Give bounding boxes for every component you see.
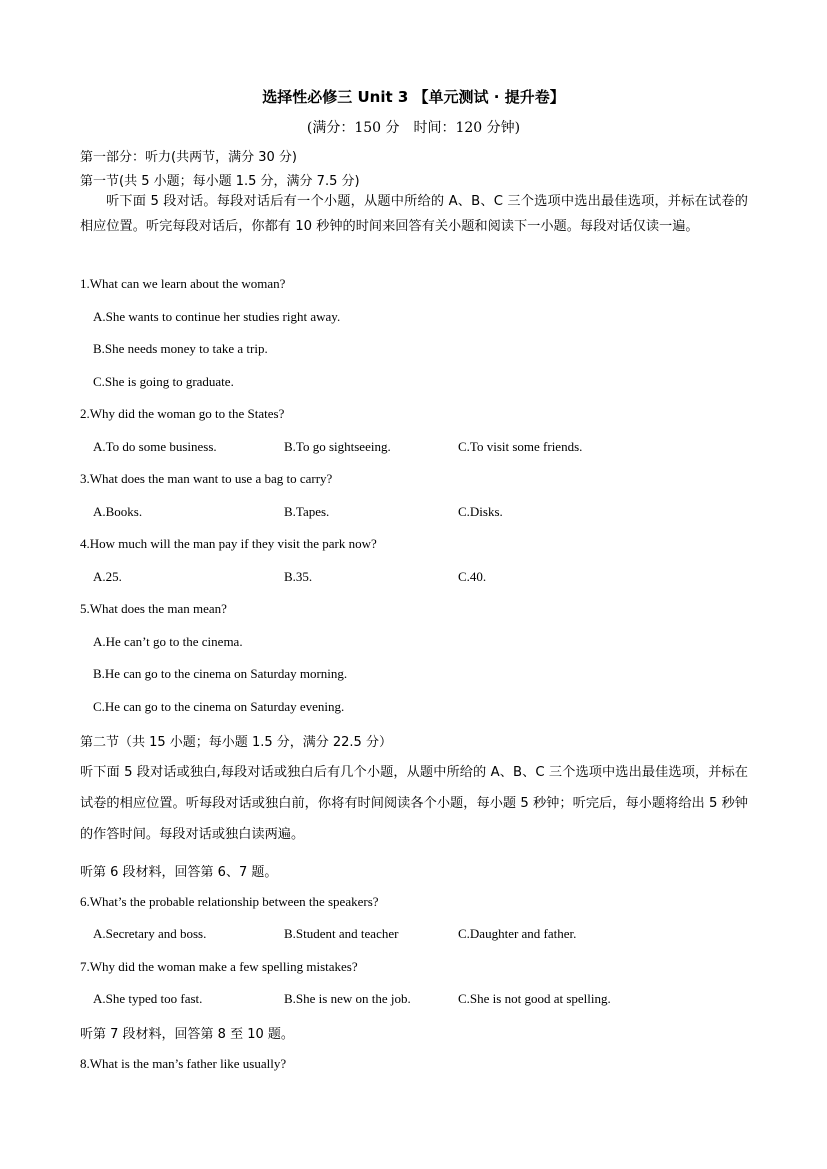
- question-2-option-b: B.To go sightseeing.: [284, 439, 391, 454]
- question-4-option-a: A.25.: [93, 569, 122, 584]
- question-4-option-b: B.35.: [284, 569, 313, 584]
- question-8: 8.What is the man’s father like usually?: [80, 1056, 287, 1071]
- question-5: 5.What does the man mean?: [80, 601, 227, 616]
- question-7: 7.Why did the woman make a few spelling mistakes?: [80, 959, 358, 974]
- question-5-option-b: B.He can go to the cinema on Saturday morning.: [93, 666, 348, 681]
- question-5-option-c: C.He can go to the cinema on Saturday evening.: [93, 699, 345, 714]
- section1-heading: 第一节(共 5 小题；每小题 1.5 分，满分 7.5 分): [80, 174, 360, 189]
- question-7-option-a: A.She typed too fast.: [93, 991, 203, 1006]
- question-1-option-b: B.She needs money to take a trip.: [93, 341, 268, 356]
- question-2: 2.Why did the woman go to the States?: [80, 406, 285, 421]
- question-6-option-c: C.Daughter and father.: [458, 926, 577, 941]
- question-6: 6.What’s the probable relationship between the speakers?: [80, 894, 379, 909]
- question-7-option-b: B.She is new on the job.: [284, 991, 411, 1006]
- question-1-option-c: C.She is going to graduate.: [93, 374, 234, 389]
- section1-instructions: 听下面 5 段对话。每段对话后有一个小题，从题中所给的 A、B、C 三个选项中选出最佳选项，并标在试卷的相应位置。听完每段对话后，你都有 10 秒钟的时间来回答有关小题和阅读下一小题。每段对话仅读一遍。: [80, 194, 748, 234]
- section2-instructions: 听下面 5 段对话或独白,每段对话或独白后有几个小题，从题中所给的 A、B、C 三个选项中选出最佳选项，并标在试卷的相应位置。听每段对话或独白前，你将有时间阅读各个小题，每小题 5 秒钟；听完后，每小题将给出 5 秒钟的作答时间。每段对话或独白读两遍。: [80, 765, 748, 842]
- question-6-option-a: A.Secretary and boss.: [93, 926, 207, 941]
- question-3: 3.What does the man want to use a bag to carry?: [80, 471, 333, 486]
- section2-heading: 第二节（共 15 小题；每小题 1.5 分，满分 22.5 分）: [80, 735, 392, 750]
- question-3-option-c: C.Disks.: [458, 504, 503, 519]
- question-4-option-c: C.40.: [458, 569, 487, 584]
- question-7-option-c: C.She is not good at spelling.: [458, 991, 611, 1006]
- material-6-instruction: 听第 6 段材料，回答第 6、7 题。: [80, 865, 278, 880]
- page-title: 选择性必修三 Unit 3 【单元测试 · 提升卷】: [262, 88, 565, 106]
- question-5-option-a: A.He can’t go to the cinema.: [93, 634, 243, 649]
- exam-score-time: (满分：150 分 时间：120 分钟): [306, 120, 521, 136]
- question-1: 1.What can we learn about the woman?: [80, 276, 286, 291]
- part1-heading: 第一部分：听力(共两节，满分 30 分): [80, 150, 297, 165]
- question-6-option-b: B.Student and teacher: [284, 926, 399, 941]
- question-4: 4.How much will the man pay if they visit the park now?: [80, 536, 377, 551]
- question-2-option-a: A.To do some business.: [93, 439, 217, 454]
- question-3-option-a: A.Books.: [93, 504, 143, 519]
- question-1-option-a: A.She wants to continue her studies right away.: [93, 309, 341, 324]
- question-2-option-c: C.To visit some friends.: [458, 439, 583, 454]
- question-3-option-b: B.Tapes.: [284, 504, 330, 519]
- material-7-instruction: 听第 7 段材料，回答第 8 至 10 题。: [80, 1027, 294, 1042]
